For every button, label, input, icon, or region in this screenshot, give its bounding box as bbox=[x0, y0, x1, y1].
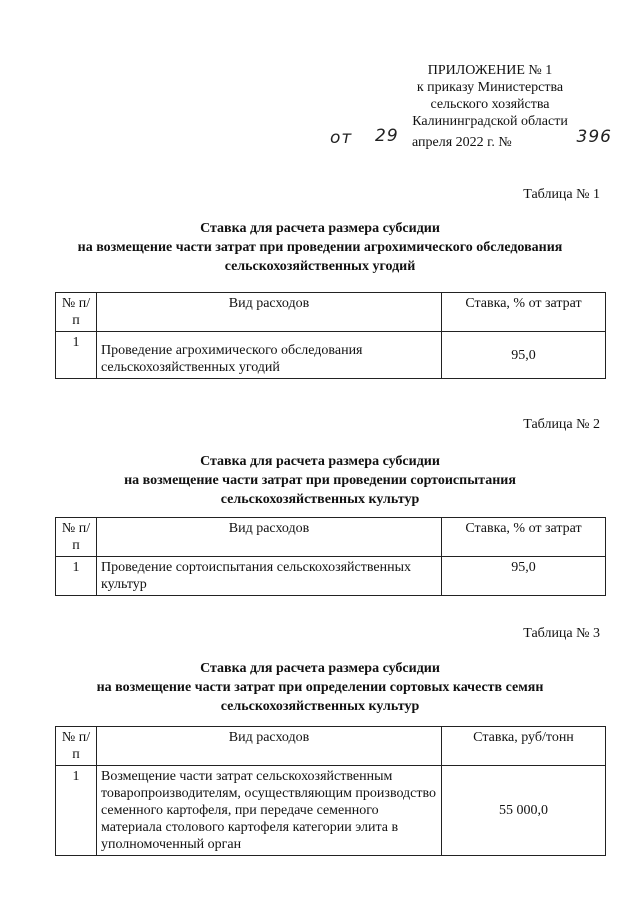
table-3-label: Таблица № 3 bbox=[523, 626, 600, 641]
header-type: Вид расходов bbox=[97, 727, 442, 766]
region-name: Калининградской области bbox=[412, 114, 568, 129]
header-num: № п/п bbox=[56, 518, 97, 557]
table-header-row bbox=[56, 293, 606, 332]
row-num: 1 bbox=[56, 557, 97, 596]
appendix-header bbox=[330, 62, 612, 152]
header-type: Вид расходов bbox=[97, 293, 442, 332]
table-3-title bbox=[40, 659, 600, 716]
row-num: 1 bbox=[56, 766, 97, 856]
table-2-title bbox=[40, 452, 600, 509]
handwritten-from: от bbox=[330, 128, 353, 148]
table-row bbox=[56, 557, 606, 596]
appendix-number: ПРИЛОЖЕНИЕ № 1 bbox=[427, 63, 553, 78]
table-header-row bbox=[56, 727, 606, 766]
table-1 bbox=[55, 292, 606, 379]
order-reference: к приказу Министерства bbox=[416, 80, 564, 95]
table-3-title-line: на возмещение части затрат при определении сортовых качеств семян bbox=[96, 680, 544, 695]
table-2-title-line: Ставка для расчета размера субсидии bbox=[200, 454, 440, 469]
header-rate: Ставка, % от затрат bbox=[442, 518, 606, 557]
row-type: Проведение агрохимического обследования сельскохозяйственных угодий bbox=[97, 332, 442, 379]
table-1-label: Таблица № 1 bbox=[523, 187, 600, 202]
row-rate: 95,0 bbox=[442, 332, 606, 379]
row-type: Проведение сортоиспытания сельскохозяйственных культур bbox=[97, 557, 442, 596]
table-3 bbox=[55, 726, 606, 856]
header-rate: Ставка, руб/тонн bbox=[442, 727, 606, 766]
table-row bbox=[56, 766, 606, 856]
row-type: Возмещение части затрат сельскохозяйственным товаропроизводителям, осуществляющим производство семенного картофеля, при передаче семенного материала столового картофеля категории элита в уполномоченный орган bbox=[97, 766, 442, 856]
table-3-title-line: сельскохозяйственных культур bbox=[220, 699, 420, 714]
table-2 bbox=[55, 517, 606, 596]
header-rate: Ставка, % от затрат bbox=[442, 293, 606, 332]
table-2-label: Таблица № 2 bbox=[523, 417, 600, 432]
row-rate: 95,0 bbox=[442, 557, 606, 596]
order-date-text: апреля 2022 г. № bbox=[412, 135, 512, 150]
table-header-row bbox=[56, 518, 606, 557]
table-1-title-line: сельскохозяйственных угодий bbox=[224, 259, 416, 274]
table-1-title-line: Ставка для расчета размера субсидии bbox=[200, 221, 440, 236]
header-num: № п/п bbox=[56, 293, 97, 332]
table-row bbox=[56, 332, 606, 379]
handwritten-day: 29 bbox=[375, 126, 399, 146]
ministry-name: сельского хозяйства bbox=[430, 97, 550, 112]
header-type: Вид расходов bbox=[97, 518, 442, 557]
header-num: № п/п bbox=[56, 727, 97, 766]
handwritten-order-number: 396 bbox=[576, 127, 612, 147]
row-num: 1 bbox=[56, 332, 97, 379]
order-date-line bbox=[330, 126, 612, 152]
table-1-title bbox=[40, 219, 600, 276]
table-2-title-line: на возмещение части затрат при проведении сортоиспытания bbox=[124, 473, 516, 488]
table-2-title-line: сельскохозяйственных культур bbox=[220, 492, 420, 507]
row-rate: 55 000,0 bbox=[442, 766, 606, 856]
table-3-title-line: Ставка для расчета размера субсидии bbox=[200, 661, 440, 676]
table-1-title-line: на возмещение части затрат при проведении агрохимического обследования bbox=[77, 240, 563, 255]
